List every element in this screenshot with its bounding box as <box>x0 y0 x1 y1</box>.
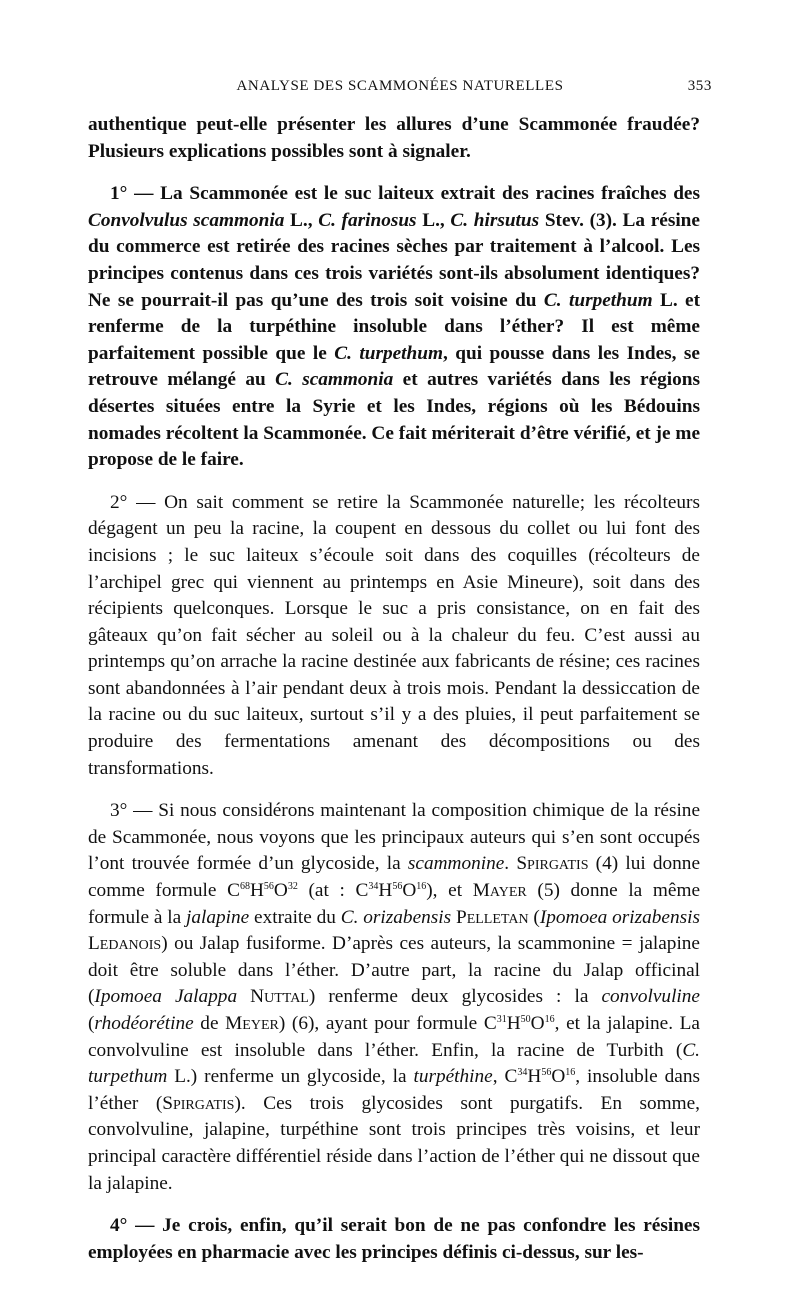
author-name: Meyer <box>225 1013 279 1034</box>
text-run: O <box>402 880 417 902</box>
author-name: Mayer <box>472 880 527 902</box>
text-run: ) ou Jalap fusiforme. D’après ces auteurs, la scammonine = jalapine doit être soluble dans l’éther. D’autre part, la racine du Jalap officinal ( <box>88 933 700 1008</box>
paragraph-2: 2° — On sait comment se retire la Scammonée naturelle; les récolteurs dégagent un peu la racine, la coupent en dessous du collet ou lui font des incisions ; le suc laiteux s’écoule soit dans des coquilles (récolteurs de l’archipel grec qui viennent au printemps en Asie Mineure), soit dans des récipients quelconques. Lorsque le suc a pris consistance, on en fait des gâteaux qu’on fait sécher au soleil ou à la chaleur du feu. C’est aussi au printemps qu’on arrache la racine destinée aux fabricants de résine; ces racines sont abandonnées à l’air pendant deux à trois mois. Pendant la dessiccation de la racine ou du suc laiteux, surtout s’il y a des pluies, il peut parfaitement se produire des fermentations amenant des décompositions ou des transformations. <box>88 491 700 779</box>
text-run: O <box>530 1013 545 1034</box>
text-run: . <box>504 853 517 875</box>
paragraph-3 <box>88 798 700 1197</box>
text-run: , insoluble dans l’éther ( <box>88 1066 701 1114</box>
text-run: H <box>249 880 264 902</box>
paragraph-1 <box>88 181 700 474</box>
formula-index: 16 <box>416 881 427 893</box>
text-run: de <box>193 1013 226 1034</box>
body-text <box>88 112 700 1266</box>
species-name: C. turpethum <box>88 1039 700 1088</box>
formula-index: 56 <box>392 881 403 893</box>
text-run: ) (6), ayant pour formule C <box>278 1013 497 1034</box>
text-run: H <box>506 1013 521 1034</box>
formula-index: 56 <box>263 881 274 893</box>
text-run: (4) lui donne comme formule C <box>88 853 701 902</box>
text-run: 1° — La Scammonée est le suc laiteux extrait des racines fraîches des <box>110 183 700 205</box>
page-number: 353 <box>687 78 712 94</box>
formula-index: 16 <box>544 1014 555 1025</box>
text-run: L., <box>284 209 319 231</box>
species-name: Convolvulus scammonia <box>88 209 285 231</box>
text-run: extraite du <box>249 906 341 928</box>
running-header <box>88 78 712 102</box>
species-name: C. orizabensis <box>340 906 452 928</box>
text-run: H <box>527 1066 542 1088</box>
text-run: ). Ces trois glycosides sont purgatifs. En somme, convolvuline, jalapine, turpéthine sont trois principes très voisins, et leur principal caractère différentiel réside dans l’action de l’éther qui ne dissout que la jalapine. <box>88 1092 701 1194</box>
text-run: L. et renferme de la turpéthine insoluble dans l’éther? Il est même parfaitement possible que le <box>88 289 700 364</box>
text-run: L.) renferme un glycoside, la <box>167 1066 414 1088</box>
text-run: ) renferme deux glycosides : la <box>308 986 602 1008</box>
paragraph-continued: authentique peut-elle présenter les allures d’une Scammonée fraudée? Plusieurs explications possibles sont à signaler. <box>88 114 700 162</box>
text-run: (5) donne la même formule à la <box>88 880 701 928</box>
author-name: Pelletan <box>455 906 529 928</box>
formula-index: 34 <box>368 881 379 893</box>
formula-index: 31 <box>496 1014 507 1025</box>
text-run: et autres variétés dans les régions désertes situées entre la Syrie et les Indes, régions où les Bédouins nomades récoltent la Scammonée. Ce fait mériterait d’être vérifié, et je me propose de le faire. <box>88 369 701 471</box>
text-run: , C <box>492 1066 518 1088</box>
text-run: (at : C <box>297 880 369 902</box>
text-run: ( <box>88 1013 95 1034</box>
formula-index: 34 <box>517 1067 528 1079</box>
text-run: O <box>273 880 288 902</box>
text-run: ( <box>528 906 540 928</box>
formula-index: 50 <box>520 1014 531 1025</box>
formula-index: 16 <box>565 1067 576 1079</box>
author-name: Ledanois <box>88 933 162 955</box>
term: jalapine <box>186 906 250 928</box>
species-name: C. turpethum <box>334 342 443 364</box>
paragraph-4: 4° — Je crois, enfin, qu’il serait bon de ne pas confondre les résines employées en pharmacie avec les principes définis ci-dessus, sur les- <box>88 1215 700 1263</box>
species-name: C. turpethum <box>543 289 653 311</box>
text-run: L., <box>416 209 451 231</box>
author-name: Spirgatis <box>516 853 589 875</box>
species-name: C. scammonia <box>275 369 394 391</box>
text-run: O <box>551 1066 566 1088</box>
text-run: H <box>378 880 393 902</box>
term: convolvuline <box>601 986 700 1008</box>
species-name: C. farinosus <box>318 209 417 231</box>
term: turpéthine <box>413 1066 493 1088</box>
term: scammonine <box>407 853 505 875</box>
running-title: ANALYSE DES SCAMMONÉES NATURELLES <box>236 78 564 94</box>
term: rhodéorétine <box>94 1013 194 1034</box>
formula-index: 56 <box>541 1067 552 1079</box>
text-run: , qui pousse dans les Indes, se retrouve mélangé au <box>88 342 700 391</box>
text-run: , et la jalapine. La convolvuline est insoluble dans l’éther. Enfin, la racine de Turbith ( <box>88 1013 700 1061</box>
species-name: Ipomoea Jalappa <box>94 986 238 1008</box>
author-name: Nuttal <box>250 986 309 1008</box>
species-name: Ipomoea orizabensis <box>539 906 700 928</box>
text-run <box>237 986 250 1007</box>
formula-index: 68 <box>239 881 250 893</box>
text-run: ), et <box>426 880 473 902</box>
author-name: Spirgatis <box>162 1092 235 1114</box>
formula-index: 32 <box>287 881 298 893</box>
text-run: 3° — Si nous considérons maintenant la composition chimique de la résine de Scammonée, nous voyons que les principaux auteurs qui s’en sont occupés l’ont trouvée formée d’un glycoside, la <box>88 800 700 875</box>
text-run: Stev. (3). La résine du commerce est retirée des racines sèches par traitement à l’alcool. Les principes contenus dans ces trois variétés sont-ils absolument identiques? Ne se pourrait-il pas qu’une des trois soit voisine du <box>88 209 700 311</box>
species-name: C. hirsutus <box>450 209 540 231</box>
